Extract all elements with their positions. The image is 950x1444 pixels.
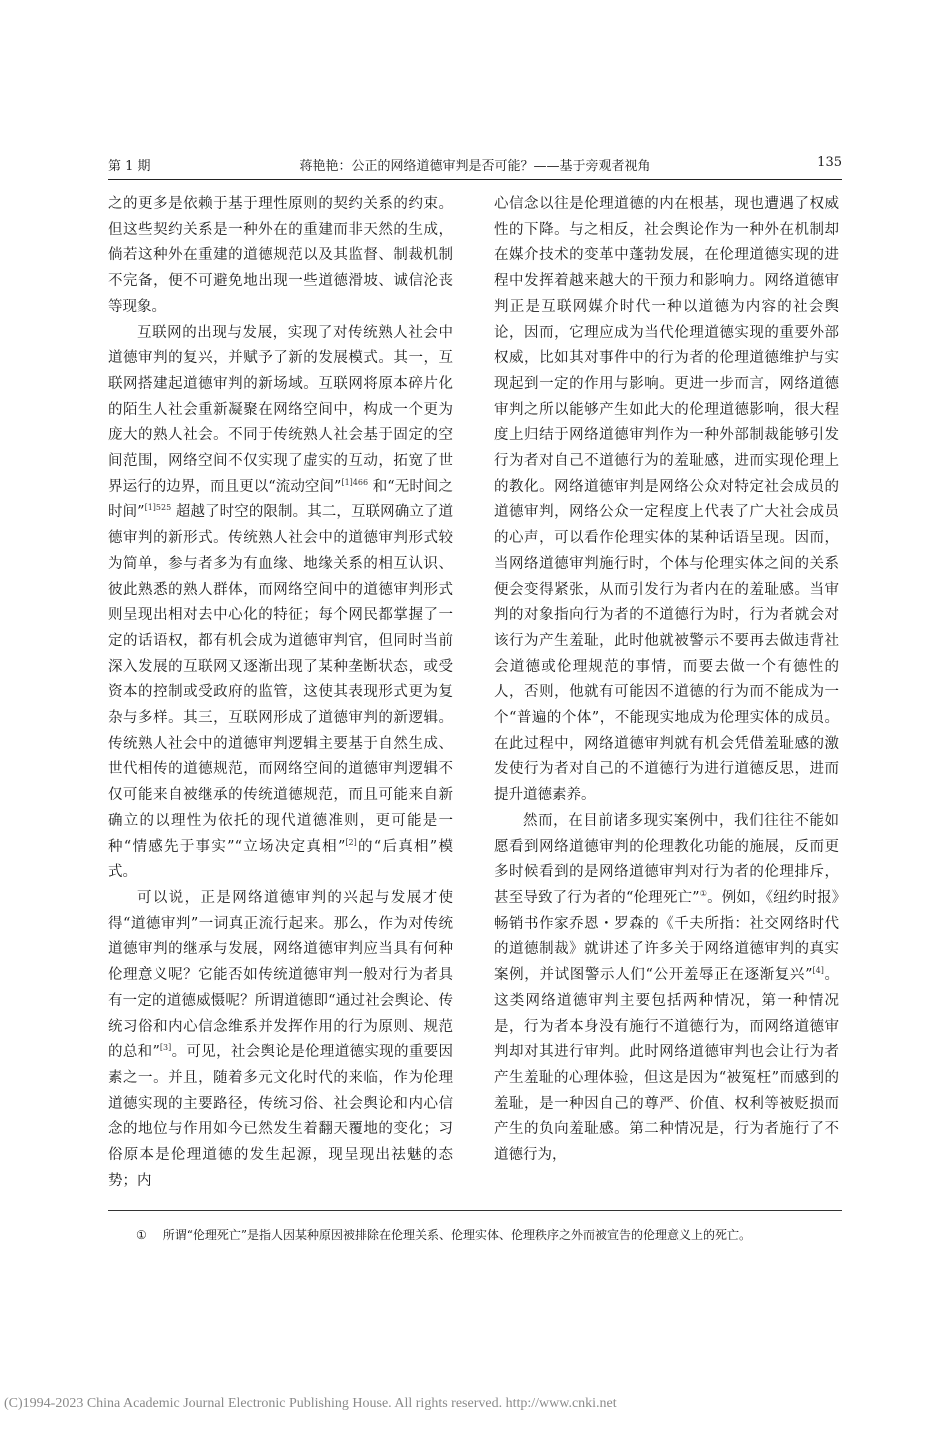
footnote-marker: ① [136,1228,147,1242]
paragraph-text: 和“无时间之时间” [108,478,454,521]
paragraph: 之的更多是依赖于基于理性原则的契约关系的约束。但这些契约关系是一种外在的重建而非天然的生成，倘若这种外在重建的道德规范以及其监督、制裁机制不完备，便不可避免地出现一些道德滑坡、诚信沦丧等现象。 [108,196,453,315]
footnote-divider [108,1210,842,1211]
paragraph-text: 。例如，《纽约时报》畅销书作家乔恩・罗森的《千夫所指：社交网络时代的道德制裁》就讲述了许多关于网络道德审判的真实案例，并试图警示人们“公开羞辱正在逐渐复兴” [494,889,840,984]
footnote-text: 所谓“伦理死亡”是指人因某种原因被排除在伦理关系、伦理实体、伦理秩序之外而被宣告的伦理意义上的死亡。 [162,1228,752,1242]
citation-ref: [1]525 [144,503,172,513]
issue-number: 第 1 期 [108,159,151,174]
paragraph-text: 然而，在目前诸多现实案例中，我们往往不能如愿看到网络道德审判的伦理教化功能的施展，反而更多时候看到的是网络道德审判对行为者的伦理排斥，甚至导致了行为者的“伦理死亡” [494,812,839,906]
citation-ref: [1]466 [341,477,369,487]
citation-ref: [4] [812,966,824,976]
footnote [108,1226,842,1244]
citation-ref: [3] [159,1043,172,1053]
paragraph [108,886,453,1194]
footnote-ref[interactable]: ① [699,889,708,899]
paragraph-text: 。可见，社会舆论是伦理道德实现的重要因素之一。并且，随着多元文化时代的来临，作为伦理道德实现的主要路径，传统习俗、社会舆论和内心信念的地位与作用如今已然发生着翻天覆地的变化；习俗原本是伦理道德的发生起源，现呈现出祛魅的态势；内 [108,1044,453,1189]
paragraph-text: 可以说，正是网络道德审判的兴起与发展才使得“道德审判”一词真正流行起来。那么，作为对传统道德审判的继承与发展，网络道德审判应当具有何种伦理意义呢？它能否如传统道德审判一般对行为者具有一定的道德威慑呢？所谓道德即“通过社会舆论、传统习俗和内心信念维系并发挥作用的行为原则、规范的总和” [108,889,453,1061]
running-title: 蒋艳艳：公正的网络道德审判是否可能？——基于旁观者视角 [299,159,651,174]
paragraph-text: 互联网的出现与发展，实现了对传统熟人社会中道德审判的复兴，并赋予了新的发展模式。其一，互联网搭建起道德审判的新场域。互联网将原本碎片化的陌生人社会重新凝聚在网络空间中，构成一个更为庞大的熟人社会。不同于传统熟人社会基于固定的空间范围，网络空间不仅实现了虚实的互动，拓宽了世界运行的边界，而且更以“流动空间” [108,324,453,495]
paragraph-text: 。这类网络道德审判主要包括两种情况，第一种情况是，行为者本身没有施行不道德行为，而网络道德审判却对其进行审判。此时网络道德审判也会让行为者产生羞耻的心理体验，但这是因为“被冤枉”而感到的羞耻，是一种因自己的尊严、价值、权利等被贬损而产生的负向羞耻感。第二种情况是，行为者施行了不道德行为， [494,967,840,1164]
running-header [108,155,842,180]
copyright-line: (C)1994-2023 China Academic Journal Electronic Publishing House. All rights reserved. http://www.cnki.net [4,1396,617,1411]
citation-ref: [2] [345,837,357,847]
page-number: 135 [817,155,842,170]
right-column [494,192,839,1169]
paragraph [108,321,453,886]
paragraph-text: 超越了时空的限制。其二，互联网确立了道德审判的新形式。传统熟人社会中的道德审判形式较为简单，参与者多为有血缘、地缘关系的相互认识、彼此熟悉的熟人群体，而网络空间中的道德审判形式则呈现出相对去中心化的特征；每个网民都掌握了一定的话语权，都有机会成为道德审判官，但同时当前深入发展的互联网又逐渐出现了某种垄断状态，或受资本的控制或受政府的监管，这使其表现形式更为复杂与多样。其三，互联网形成了道德审判的新逻辑。传统熟人社会中的道德审判逻辑主要基于自然生成、世代相传的道德规范，而网络空间的道德审判逻辑不仅可能来自被继承的传统道德规范，而且可能来自新确立的以理性为依托的现代道德准则，更可能是一种“情感先于事实”“立场决定真相” [108,504,453,855]
left-column [108,192,453,1194]
paragraph-text: 的“后真相”模式。 [108,838,453,881]
paragraph [494,809,839,1169]
paragraph: 心信念以往是伦理道德的内在根基，现也遭遇了权威性的下降。与之相反，社会舆论作为一种外在机制却在媒介技术的变革中蓬勃发展，在伦理道德实现的进程中发挥着越来越大的干预力和影响力。网络道德审判正是互联网媒介时代一种以道德为内容的社会舆论，因而，它理应成为当代伦理道德实现的重要外部权威，比如其对事件中的行为者的伦理道德维护与实现起到一定的作用与影响。更进一步而言，网络道德审判之所以能够产生如此大的伦理道德影响，很大程度上归结于网络道德审判作为一种外部制裁能够引发行为者对自己不道德行为的羞耻感，进而实现伦理上的教化。网络道德审判是网络公众对特定社会成员的道德审判，网络公众一定程度上代表了广大社会成员的心声，可以看作伦理实体的某种话语呈现。因而，当网络道德审判施行时，个体与伦理实体之间的关系便会变得紧张，从而引发行为者内在的羞耻感。当审判的对象指向行为者的不道德行为时，行为者就会对该行为产生羞耻，此时他就被警示不要再去做违背社会道德或伦理规范的事情，而要去做一个有德性的人，否则，他就有可能因不道德的行为而不能成为一个“普遍的个体”，不能现实地成为伦理实体的成员。在此过程中，网络道德审判就有机会凭借羞耻感的激发使行为者对自己的不道德行为进行道德反思，进而提升道德素养。 [494,196,839,804]
